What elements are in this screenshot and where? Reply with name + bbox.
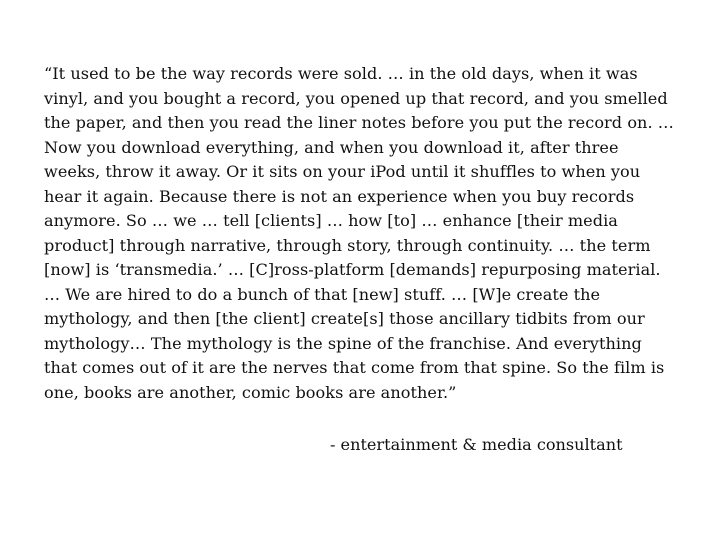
quote-line: [now] is ‘transmedia.’ … [C]ross-platform [demands] repurposing material. <box>44 260 661 279</box>
quote-line: that comes out of it are the nerves that come from that spine. So the film is <box>44 358 665 377</box>
quote-line: “It used to be the way records were sold. … in the old days, when it was <box>44 64 638 83</box>
quote-line: mythology… The mythology is the spine of the franchise. And everything <box>44 333 642 353</box>
quote-line: Now you download everything, and when you download it, after three <box>44 137 619 157</box>
quote-line: product] through narrative, through story, through continuity. … the term <box>44 235 651 255</box>
quote-line: one, books are another, comic books are another.” <box>44 382 457 402</box>
quote-line: vinyl, and you bought a record, you opened up that record, and you smelled <box>44 88 668 108</box>
quote-line: hear it again. Because there is not an experience when you buy records <box>44 186 635 206</box>
quote-line: anymore. So … we … tell [clients] … how [to] … enhance [their media <box>44 211 618 230</box>
quote-text <box>44 62 694 405</box>
quote-line: weeks, throw it away. Or it sits on your iPod until it shuffles to when you <box>44 162 641 181</box>
quote-line: the paper, and then you read the liner notes before you put the record on. … <box>44 113 674 132</box>
quote-attribution: - entertainment & media consultant <box>330 435 623 454</box>
quote-line: mythology, and then [the client] create[s] those ancillary tidbits from our <box>44 309 645 328</box>
quote-line: … We are hired to do a bunch of that [new] stuff. … [W]e create the <box>44 284 601 304</box>
